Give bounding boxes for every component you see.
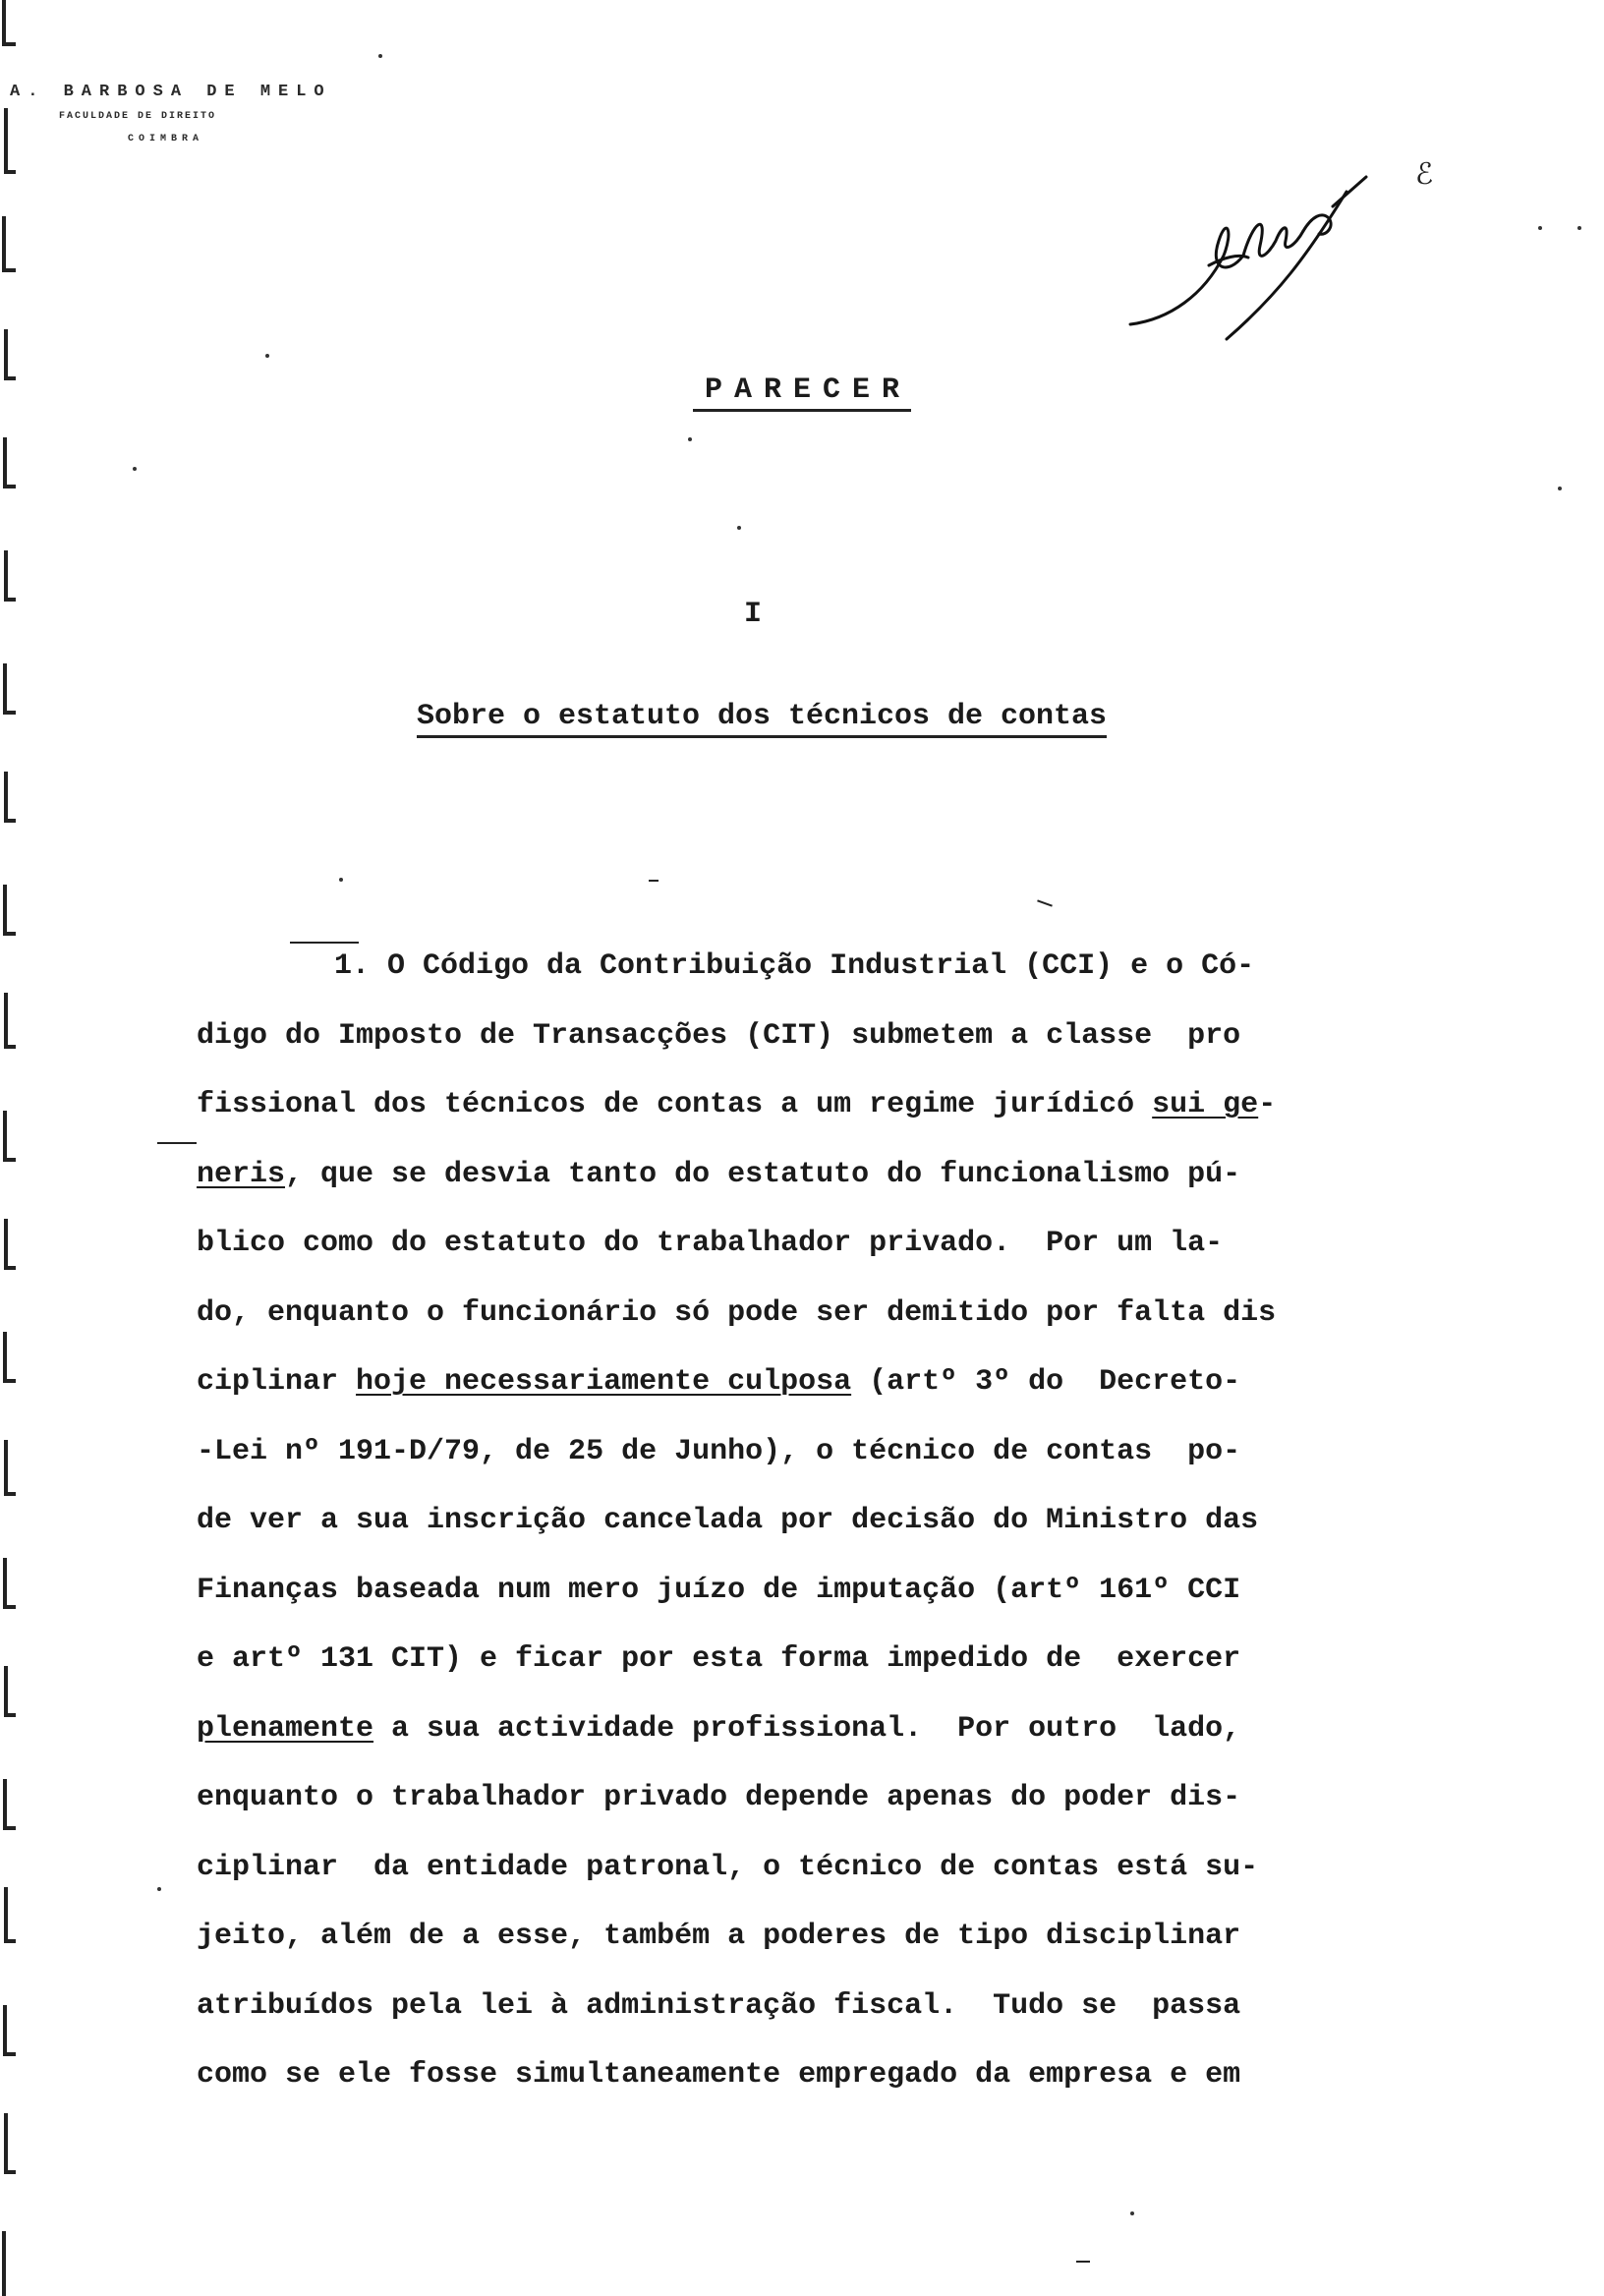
scan-dot [339,878,343,882]
letterhead-city: COIMBRA [128,134,204,144]
line-segment: como se ele fosse simultaneamente empregado da empresa e em [197,2058,1241,2092]
text-line [197,932,1415,1002]
underlined-term: neris [197,1157,286,1191]
text-line [197,1417,1415,1487]
text-line [197,2040,1415,2110]
text-line [197,1625,1415,1694]
text-line [197,1348,1415,1417]
text-line [197,1279,1415,1349]
line-segment: blico como do estatuto do trabalhador privado. Por um la- [197,1227,1224,1260]
scan-mark [649,880,659,882]
scan-mark [1037,899,1053,906]
section-number: I [743,598,762,631]
line-segment: (artº 3º do Decreto- [851,1365,1241,1399]
margin-mark: ℰ [1415,160,1434,194]
paragraph-1 [197,932,1415,2110]
scan-dot [1130,2211,1134,2215]
line-segment: de ver a sua inscrição cancelada por decisão do Ministro das [197,1504,1259,1537]
letterhead-faculty: FACULDADE DE DIREITO [59,111,217,122]
text-line [197,1140,1415,1210]
paragraph-number: 1. [334,949,371,983]
scan-mark [157,1142,197,1144]
scan-dot [157,1887,161,1891]
document-title-text: PARECER [693,373,911,412]
text-line [197,1972,1415,2041]
line-segment: fissional dos técnicos de contas a um regime jurídicó [197,1088,1153,1121]
line-segment: ciplinar [197,1365,357,1399]
section-heading-text: Sobre o estatuto dos técnicos de contas [417,700,1107,738]
line-segment: jeito, além de a esse, também a poderes de tipo disciplinar [197,1920,1241,1953]
scan-dot [1538,226,1542,230]
text-line [197,1694,1415,1764]
underlined-term: sui ge [1152,1088,1259,1121]
text-line [197,1070,1415,1140]
scan-dot [1577,226,1581,230]
line-segment: -Lei nº 191-D/79, de 25 de Junho), o técnico de contas po- [197,1434,1241,1468]
text-line [197,1002,1415,1071]
scan-dot [1558,487,1562,490]
scan-dot [378,54,382,58]
line-segment: Finanças baseada num mero juízo de imputação (artº 161º CCI [197,1573,1241,1607]
text-line [197,1833,1415,1903]
line-segment: do, enquanto o funcionário só pode ser demitido por falta dis [197,1295,1277,1330]
scan-mark [1076,2261,1090,2263]
underlined-term: hoje necessariamente culposa [356,1365,852,1399]
scan-dot [737,526,741,530]
letterhead-name: A. BARBOSA DE MELO [10,83,332,101]
handwritten-signature [1111,147,1386,344]
scan-dot [133,467,137,471]
line-segment: - [1258,1088,1277,1121]
binding-marks [0,0,39,2296]
line-segment: digo do Imposto de Transacções (CIT) submetem a classe pro [197,1018,1241,1053]
document-title [0,373,1604,407]
line-segment: a sua actividade profissional. Por outro lado, [373,1711,1241,1746]
text-line [197,1763,1415,1833]
line-segment: , que se desvia tanto do estatuto do funcionalismo pú- [285,1157,1241,1191]
section-heading [0,700,1523,733]
line-segment: e artº 131 CIT) e ficar por esta forma impedido de exercer [197,1642,1241,1676]
scan-dot [265,354,269,358]
scan-dot [688,437,692,441]
line-segment: enquanto o trabalhador privado depende apenas do poder dis- [197,1781,1241,1814]
text-line [197,1209,1415,1279]
line-segment: atribuídos pela lei à administração fiscal. Tudo se passa [197,1988,1241,2023]
text-line [197,1902,1415,1972]
letterhead [10,83,332,144]
text-line [197,1556,1415,1626]
line-segment: ciplinar da entidade patronal, o técnico de contas está su- [197,1850,1259,1884]
underlined-term: plenamente [197,1711,374,1746]
text-line [197,1486,1415,1556]
line-segment: O Código da Contribuição Industrial (CCI) e o Có- [370,949,1255,983]
